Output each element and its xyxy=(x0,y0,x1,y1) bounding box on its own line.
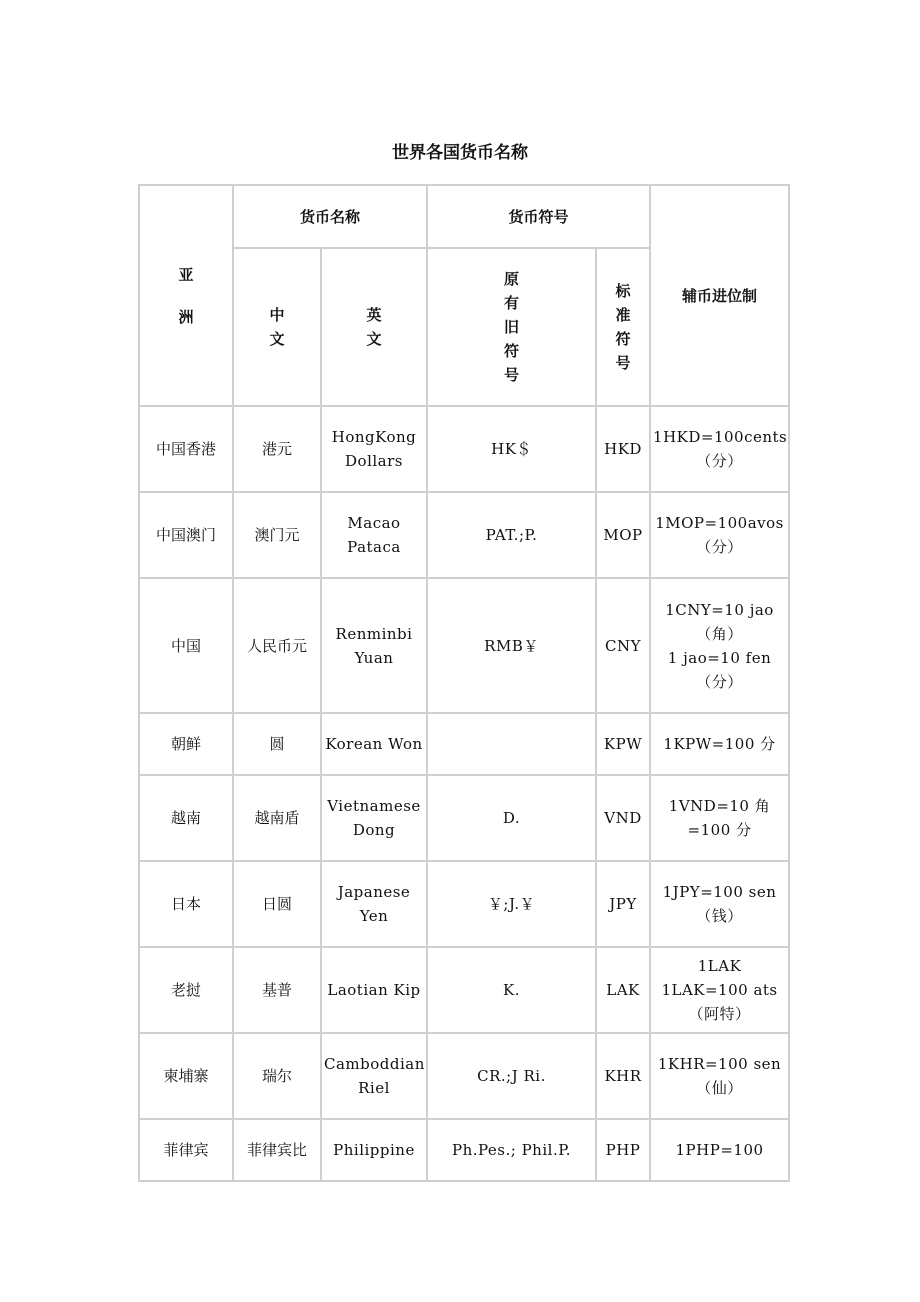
page-title: 世界各国货币名称 xyxy=(392,143,528,163)
cell-english-name: Korean Won xyxy=(321,713,427,775)
cell-subunit: 1KPW=100 分 xyxy=(650,713,789,775)
cell-english-name: Japanese Yen xyxy=(321,861,427,947)
cell-subunit: 1PHP=100 xyxy=(650,1119,789,1181)
cell-english-name: Philippine xyxy=(321,1119,427,1181)
header-currency-symbol: 货币符号 xyxy=(427,185,650,248)
table-row xyxy=(139,947,789,1033)
header-english: 英文 xyxy=(321,248,427,406)
cell-std-symbol: CNY xyxy=(596,578,650,713)
cell-old-symbol: ￥;J.￥ xyxy=(427,861,596,947)
cell-chinese-name: 圆 xyxy=(233,713,321,775)
cell-chinese-name: 基普 xyxy=(233,947,321,1033)
table-row xyxy=(139,713,789,775)
cell-std-symbol: KPW xyxy=(596,713,650,775)
cell-country: 老挝 xyxy=(139,947,233,1033)
subunit-line: 1CNY=10 jao（角） xyxy=(665,600,774,643)
cell-std-symbol: HKD xyxy=(596,406,650,492)
cell-english-name: HongKong Dollars xyxy=(321,406,427,492)
table-row xyxy=(139,775,789,861)
cell-english-name: Macao Pataca xyxy=(321,492,427,578)
cell-subunit: 1MOP=100avos（分） xyxy=(650,492,789,578)
header-currency-name: 货币名称 xyxy=(233,185,427,248)
cell-std-symbol: KHR xyxy=(596,1033,650,1119)
cell-country: 朝鲜 xyxy=(139,713,233,775)
cell-country: 中国澳门 xyxy=(139,492,233,578)
cell-subunit: 1LAK 1LAK=100 ats（阿特） xyxy=(650,947,789,1033)
cell-subunit: 1JPY=100 sen（钱） xyxy=(650,861,789,947)
cell-chinese-name: 日圆 xyxy=(233,861,321,947)
header-region: 亚洲 xyxy=(139,185,233,406)
header-std-symbol: 标准符号 xyxy=(596,248,650,406)
cell-subunit: 1KHR=100 sen（仙） xyxy=(650,1033,789,1119)
header-old-symbol: 原有旧符号 xyxy=(427,248,596,406)
table-row xyxy=(139,1033,789,1119)
cell-old-symbol: RMB￥ xyxy=(427,578,596,713)
cell-old-symbol: D. xyxy=(427,775,596,861)
cell-std-symbol: JPY xyxy=(596,861,650,947)
cell-english-name: Laotian Kip xyxy=(321,947,427,1033)
table-row xyxy=(139,1119,789,1181)
cell-chinese-name: 港元 xyxy=(233,406,321,492)
cell-country: 中国香港 xyxy=(139,406,233,492)
cell-chinese-name: 越南盾 xyxy=(233,775,321,861)
cell-old-symbol: K. xyxy=(427,947,596,1033)
cell-old-symbol: Ph.Pes.; Phil.P. xyxy=(427,1119,596,1181)
cell-chinese-name: 人民币元 xyxy=(233,578,321,713)
cell-old-symbol xyxy=(427,713,596,775)
cell-english-name: Camboddian Riel xyxy=(321,1033,427,1119)
subunit-line: 1 jao=10 fen（分） xyxy=(667,648,772,691)
cell-country: 中国 xyxy=(139,578,233,713)
cell-country: 柬埔寨 xyxy=(139,1033,233,1119)
cell-std-symbol: MOP xyxy=(596,492,650,578)
cell-std-symbol: VND xyxy=(596,775,650,861)
header-subunit: 辅币进位制 xyxy=(650,185,789,406)
cell-chinese-name: 菲律宾比 xyxy=(233,1119,321,1181)
table-row xyxy=(139,492,789,578)
cell-chinese-name: 澳门元 xyxy=(233,492,321,578)
cell-old-symbol: HK＄ xyxy=(427,406,596,492)
cell-std-symbol: PHP xyxy=(596,1119,650,1181)
table-row xyxy=(139,406,789,492)
cell-english-name: Renminbi Yuan xyxy=(321,578,427,713)
cell-country: 越南 xyxy=(139,775,233,861)
cell-subunit: 1VND=10 角=100 分 xyxy=(650,775,789,861)
cell-subunit xyxy=(650,578,789,713)
table-row xyxy=(139,861,789,947)
cell-country: 菲律宾 xyxy=(139,1119,233,1181)
cell-subunit: 1HKD=100cents（分） xyxy=(650,406,789,492)
cell-old-symbol: CR.;J Ri. xyxy=(427,1033,596,1119)
cell-country: 日本 xyxy=(139,861,233,947)
table-row xyxy=(139,578,789,713)
cell-english-name: Vietnamese Dong xyxy=(321,775,427,861)
currency-table xyxy=(138,184,790,1182)
header-chinese: 中文 xyxy=(233,248,321,406)
cell-chinese-name: 瑞尔 xyxy=(233,1033,321,1119)
cell-std-symbol: LAK xyxy=(596,947,650,1033)
cell-old-symbol: PAT.;P. xyxy=(427,492,596,578)
